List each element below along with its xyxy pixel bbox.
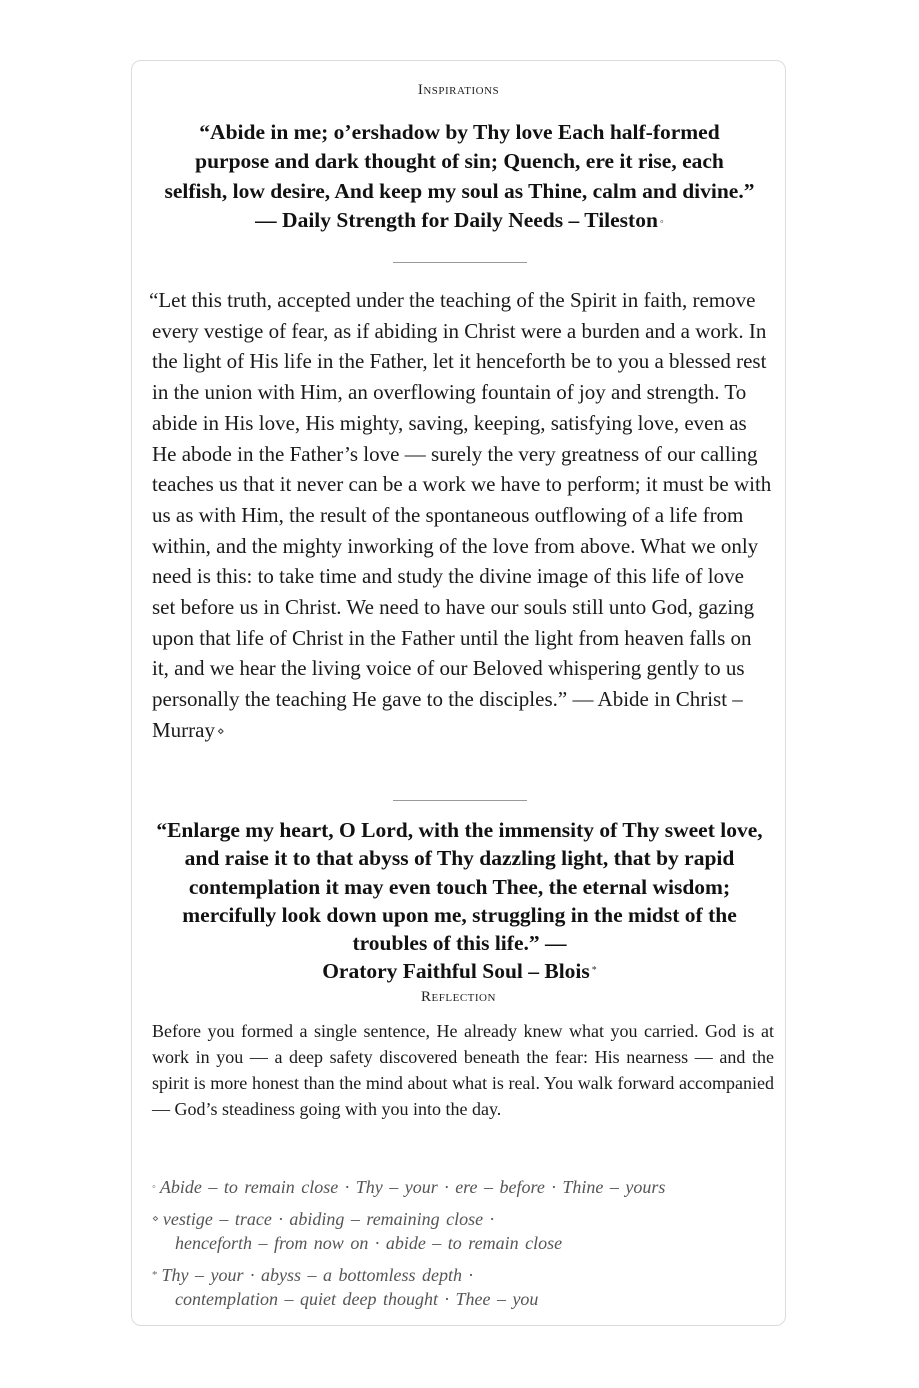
section-heading-reflection: Reflection xyxy=(421,989,496,1005)
footnote-marker-diamond: ⋄ xyxy=(216,723,225,738)
footnote-marker-asterisk: * xyxy=(152,1269,158,1281)
footnote-marker-circle: ◦ xyxy=(659,215,664,228)
glossary-entry xyxy=(152,1175,772,1199)
inspiration-card xyxy=(131,60,786,1326)
section-heading-inspirations: Inspirations xyxy=(417,82,500,98)
glossary-line: contemplation – quiet deep thought · Thee – you xyxy=(175,1289,539,1309)
divider xyxy=(393,800,527,801)
quote-text: “Let this truth, accepted under the teaching of the Spirit in faith, remove every vestige of fear, as if abiding in Christ were a burden and a work. In the light of His life in the Father, let it henceforth be to you a blessed rest in the union with Him, an overflowing fountain of joy and strength. To abide in His love, His mighty, saving, keeping, satisfying love, even as He abode in the Father’s love — surely the very greatness of our calling teaches us that it never can be a work we have to perform; it must be with us as with Him, the result of the spontaneous outflowing of a life from within, and the mighty inworking of the love from above. What we only need is this: to take time and study the divine image of this life of love set before us in Christ. We need to have our souls still unto God, gazing upon that life of Christ in the Father until the light from heaven falls on it, and we hear the living voice of our Beloved whispering gently to us personally the teaching He gave to the disciples.” — Abide in Christ – Murray xyxy=(149,288,772,742)
quote-text: “Abide in me; o’ershadow by Thy love Each half-formed purpose and dark thought of sin; Quench, ere it rise, each selfish, low desire, And keep my soul as Thine, calm and divine.” — Daily Strength for Daily Needs – Tileston xyxy=(164,120,755,232)
quote-murray xyxy=(149,285,772,747)
quote-attribution: Oratory Faithful Soul – Blois xyxy=(322,959,590,984)
glossary-line: Thy – your · abyss – a bottomless depth · xyxy=(161,1265,473,1285)
divider xyxy=(393,262,527,263)
quote-blois xyxy=(150,816,769,986)
glossary-entry xyxy=(152,1207,772,1255)
reflection-text: Before you formed a single sentence, He already knew what you carried. God is at work in you — a deep safety discovered beneath the fear: His nearness — and the spirit is more honest than the mind about what is real. You walk forward accompanied — God’s steadiness going with you into the day. xyxy=(152,1021,774,1119)
glossary-entry xyxy=(152,1263,772,1311)
quote-tileston xyxy=(162,118,757,237)
glossary-line: vestige – trace · abiding – remaining close · xyxy=(162,1209,495,1229)
footnote-marker-circle: ◦ xyxy=(152,1181,156,1193)
glossary-line: Abide – to remain close · Thy – your · ere – before · Thine – yours xyxy=(159,1177,666,1197)
footnote-marker-diamond: ⋄ xyxy=(152,1213,159,1225)
glossary xyxy=(152,1175,772,1319)
quote-text: “Enlarge my heart, O Lord, with the immensity of Thy sweet love, and raise it to that abyss of Thy dazzling light, that by rapid contemplation it may even touch Thee, the eternal wisdom; mercifully look down upon me, struggling in the midst of the troubles of this life.” — xyxy=(156,818,763,956)
footnote-marker-asterisk: * xyxy=(591,965,597,977)
glossary-line: henceforth – from now on · abide – to remain close xyxy=(175,1233,563,1253)
